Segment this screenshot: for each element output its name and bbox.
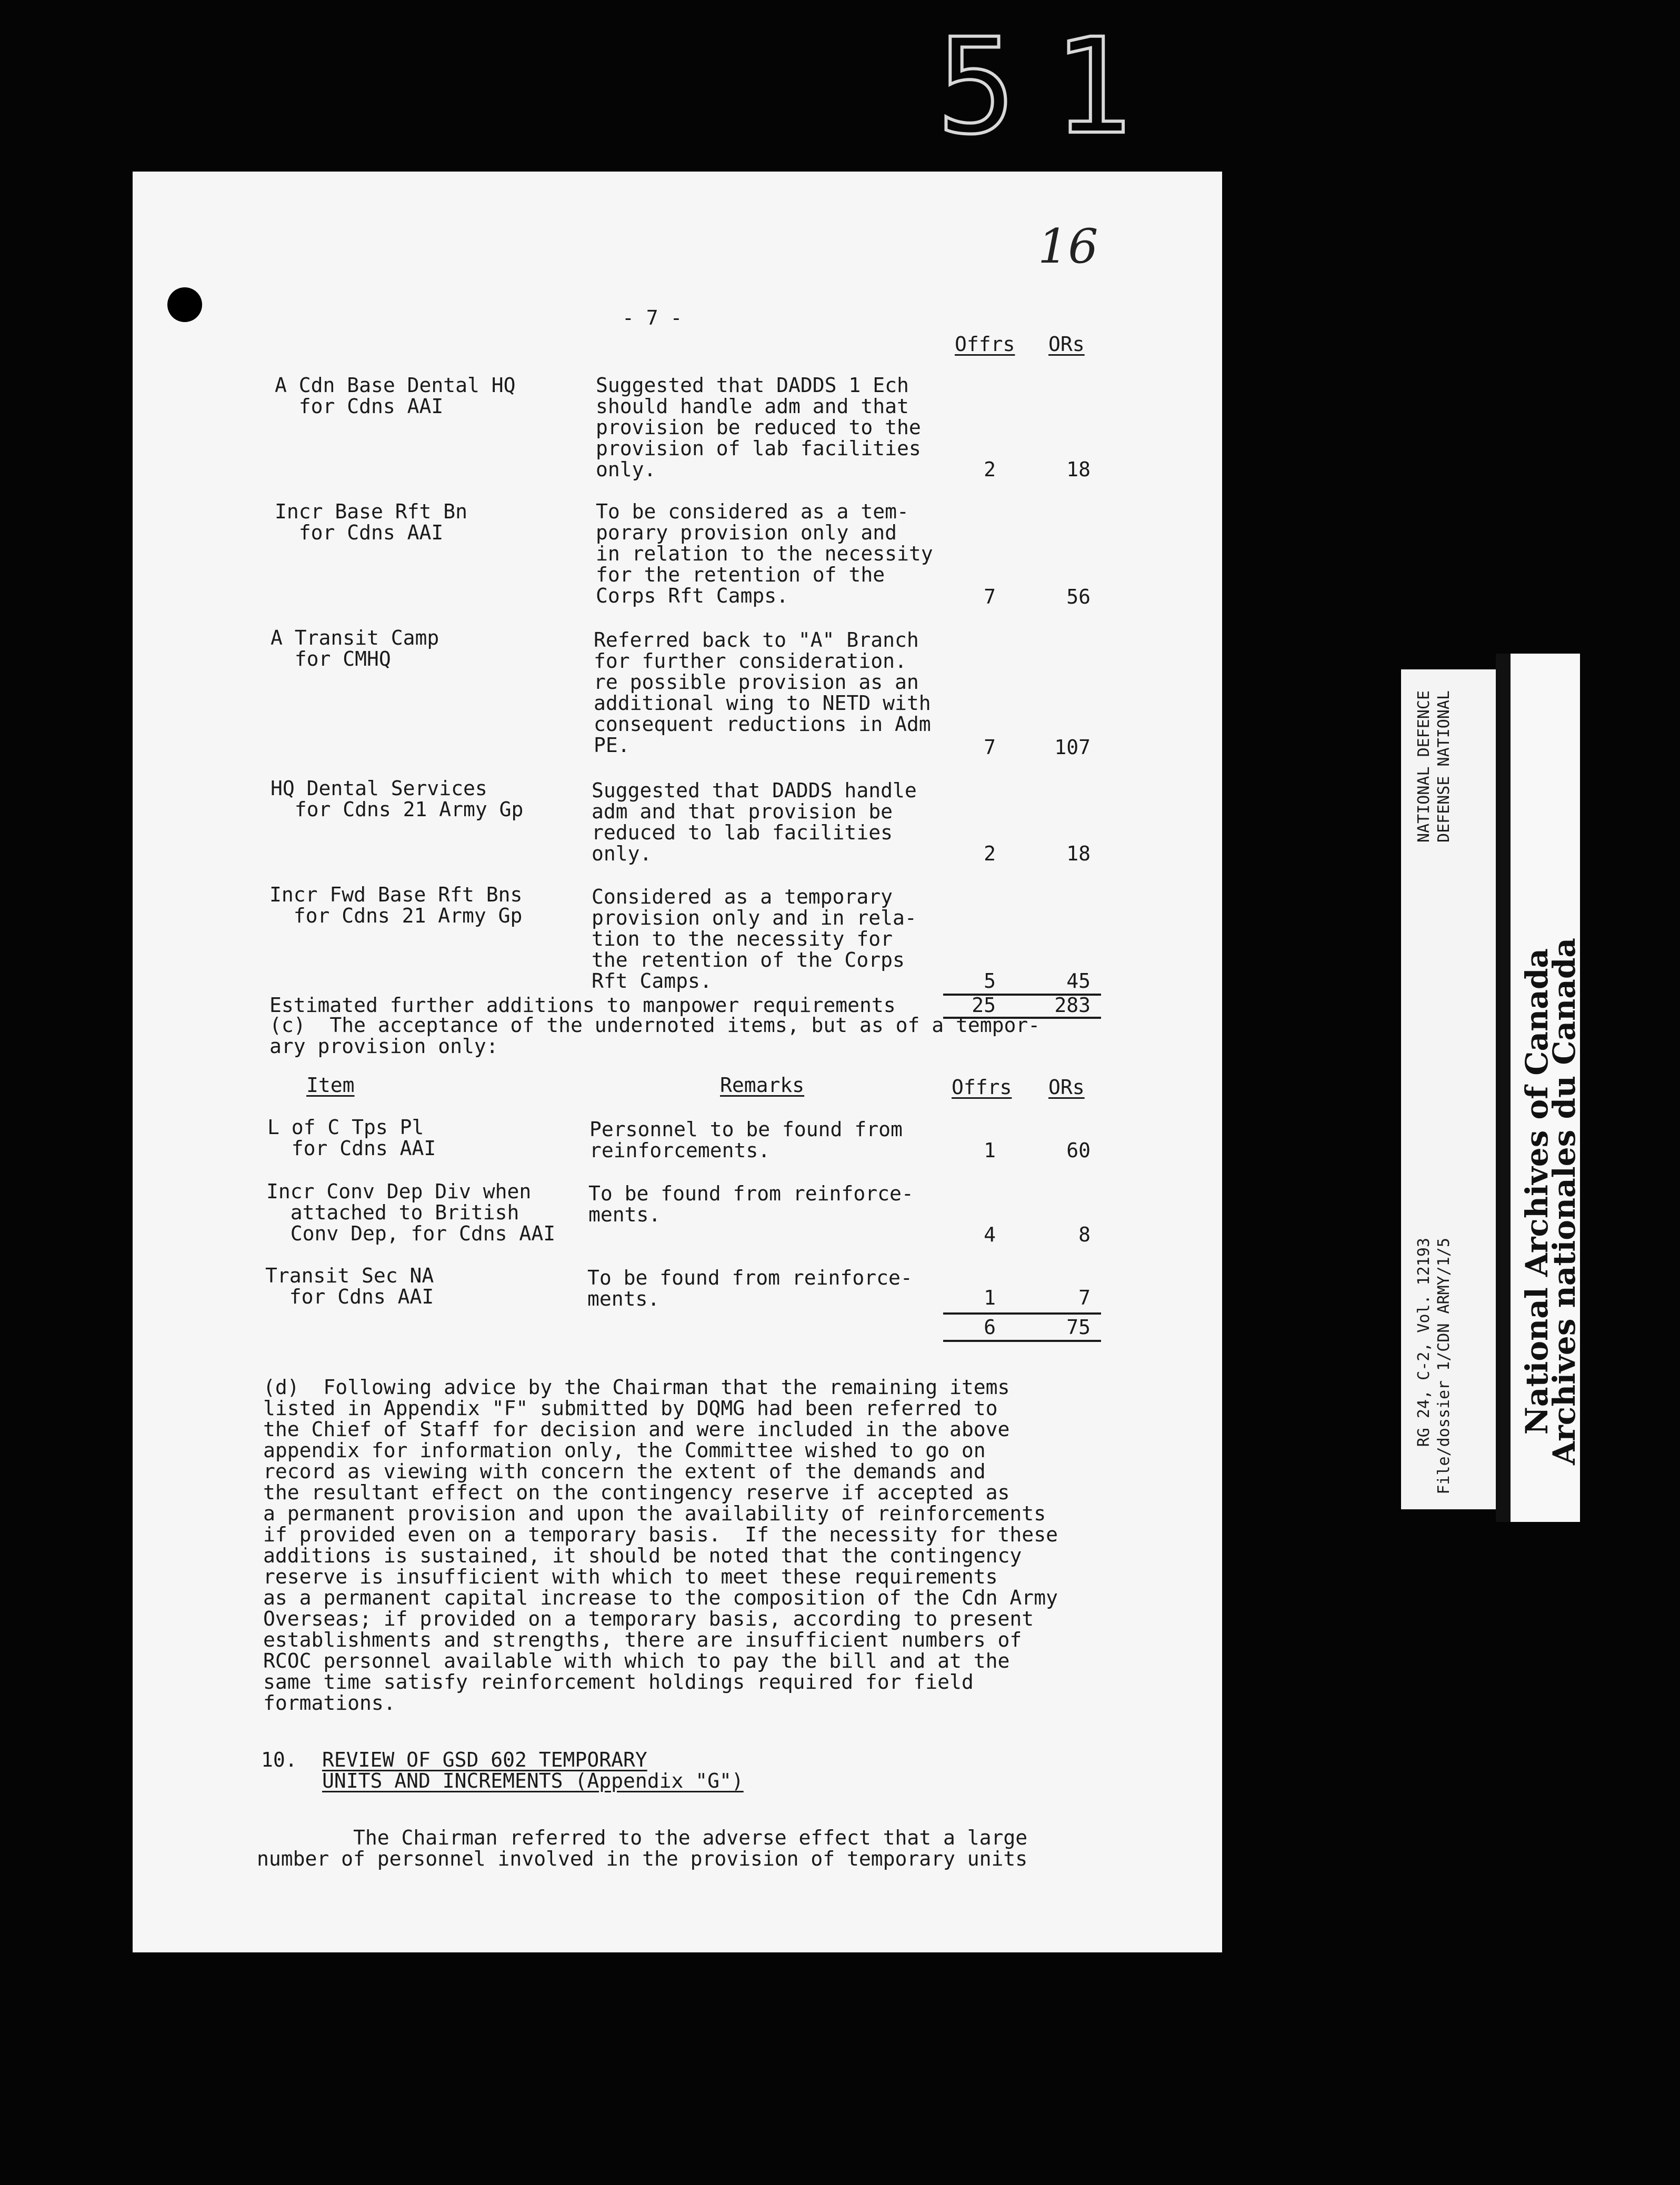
section-c-total-ors: 75 (1066, 1316, 1091, 1339)
table-header-remarks: Remarks (720, 1074, 805, 1097)
item-name: Incr Conv Dep Div when attached to British Conv Dep, for Cdns AAI (266, 1180, 556, 1245)
microfilm-frame-number: 51 (937, 10, 1169, 163)
item-ors: 8 (1078, 1223, 1091, 1246)
item-remarks: Personnel to be found from reinforcements. (589, 1118, 903, 1162)
item-ors: 56 (1066, 585, 1091, 608)
item-ors: 45 (1066, 969, 1091, 993)
item-offrs: 2 (984, 458, 996, 481)
stamp-line-1: RG 24, C-2, Vol. 12193 (1415, 1238, 1433, 1447)
archives-label-fr: Archives nationales du Canada (1546, 938, 1582, 1465)
archives-label-en: National Archives of Canada (1519, 948, 1555, 1435)
column-header-offrs: Offrs (955, 333, 1015, 356)
punch-hole (167, 287, 202, 322)
item-ors: 107 (1054, 736, 1091, 759)
item-ors: 18 (1066, 458, 1091, 481)
stamp-line-3: NATIONAL DEFENCE (1415, 690, 1433, 843)
item-remarks: To be found from reinforce- ments. (587, 1266, 913, 1310)
item-name: Incr Fwd Base Rft Bns for Cdns 21 Army Gp (269, 883, 523, 927)
item-name: L of C Tps Pl for Cdns AAI (267, 1116, 436, 1160)
stamp-line-4: DEFENSE NATIONAL (1435, 690, 1453, 843)
item-offrs: 7 (984, 585, 996, 608)
item-remarks: Suggested that DADDS handle adm and that provision be reduced to lab facilities only. (592, 779, 917, 865)
estimated-total-label: Estimated further additions to manpower requirements (269, 994, 896, 1017)
item-offrs: 5 (984, 969, 996, 993)
item-offrs: 2 (984, 842, 996, 865)
column-header-ors: ORs (1048, 333, 1085, 356)
section-c-total-offrs: 6 (984, 1316, 996, 1339)
item-remarks: Referred back to "A" Branch for further consideration. re possible provision as an additional wing to NETD with consequent reductions in Adm PE. (594, 628, 931, 757)
item-remarks: Considered as a temporary provision only and in rela- tion to the necessity for the retention of the Corps Rft Camps. (592, 885, 917, 993)
paragraph-c: (c) The acceptance of the undernoted items, but as of a tempor- ary provision only: (269, 1014, 1041, 1058)
paragraph-d: (d) Following advice by the Chairman that the remaining items listed in Appendix "F" submitted by DQMG had been referred to the Chief of Staff for decision and were included in the above appendix for information only, the Committee wished to go on record as viewing with concern the extent of the demands and the resultant effect on the contingency reserve if accepted as a permanent provision and upon the availability of reinforcements if provided even on a temporary basis. If the necessity for these additions is sustained, it should be noted that the contingency reserve is insufficient with which to meet these requirements as a permanent capital increase to the composition of the Cdn Army Overseas; if provided on a temporary basis, according to present establishments and strengths, there are insufficient numbers of RCOC personnel available with which to pay the bill and at the same time satisfy reinforcement holdings required for field formations. (263, 1376, 1058, 1715)
estimated-total-ors: 283 (1054, 994, 1091, 1017)
item-ors: 18 (1066, 842, 1091, 865)
table-header-offrs: Offrs (952, 1076, 1012, 1099)
handwritten-page-mark: 16 (1038, 219, 1098, 274)
item-name: A Cdn Base Dental HQ for Cdns AAI (275, 374, 516, 418)
item-offrs: 1 (984, 1286, 996, 1309)
section-10-heading-line2: UNITS AND INCREMENTS (Appendix "G") (322, 1769, 744, 1792)
section-10-body: The Chairman referred to the adverse effect that a large number of personnel involved in the provision of temporary units (257, 1826, 1028, 1870)
table-header-item: Item (306, 1074, 355, 1097)
item-remarks: To be considered as a tem- porary provision only and in relation to the necessity for the retention of the Corps Rft Camps. (596, 500, 933, 607)
item-ors: 7 (1078, 1286, 1091, 1309)
document-page (133, 172, 1222, 1952)
section-c-rule (943, 1312, 1101, 1315)
item-name: Transit Sec NA for Cdns AAI (265, 1264, 434, 1308)
item-offrs: 4 (984, 1223, 996, 1246)
item-offrs: 1 (984, 1139, 996, 1162)
item-offrs: 7 (984, 736, 996, 759)
item-name: Incr Base Rft Bn for Cdns AAI (275, 500, 468, 544)
item-name: A Transit Camp for CMHQ (271, 626, 439, 670)
table-header-ors: ORs (1048, 1076, 1085, 1099)
section-10-heading-line1: REVIEW OF GSD 602 TEMPORARY (322, 1748, 647, 1771)
estimated-total-offrs: 25 (972, 994, 996, 1017)
section-10-number: 10. (261, 1748, 297, 1771)
item-name: HQ Dental Services for Cdns 21 Army Gp (271, 777, 524, 821)
archival-reference-stamp (1401, 669, 1499, 1509)
section-c-total-rule (943, 1340, 1101, 1342)
national-archives-label (1496, 654, 1580, 1522)
item-remarks: Suggested that DADDS 1 Ech should handle adm and that provision be reduced to the provision of lab facilities only. (596, 374, 921, 481)
page-number: - 7 - (622, 306, 683, 329)
item-remarks: To be found from reinforce- ments. (588, 1182, 914, 1226)
item-ors: 60 (1066, 1139, 1091, 1162)
stamp-line-2: File/dossier 1/CDN ARMY/1/5 (1435, 1238, 1453, 1495)
label-bar (1496, 654, 1511, 1522)
